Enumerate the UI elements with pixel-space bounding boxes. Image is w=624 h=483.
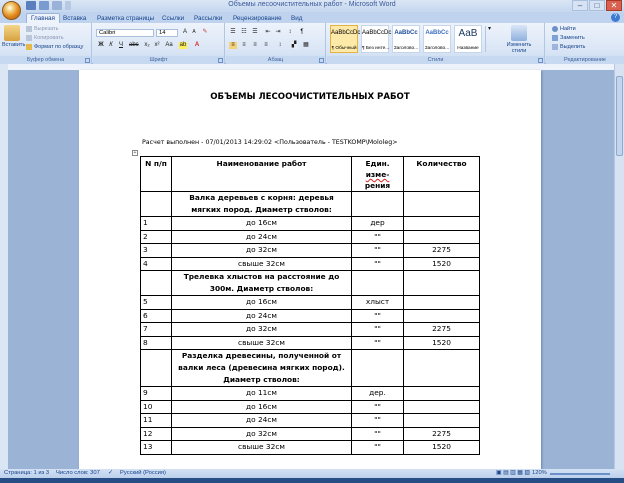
align-right-icon[interactable]: ≡ [253, 42, 257, 48]
editing-group [546, 23, 624, 64]
table-row: 4 свыше 32см "" 1520 [141, 257, 480, 271]
copy-button[interactable]: Копировать [26, 35, 64, 41]
page-counter[interactable]: Страница: 1 из 3 [4, 470, 50, 476]
show-marks-icon[interactable]: ¶ [300, 29, 304, 35]
tab-page-layout[interactable]: Разметка страницы [97, 15, 155, 22]
table-row: 6 до 24см "" [141, 309, 480, 323]
select-button[interactable]: Выделить [552, 44, 585, 50]
zoom-level[interactable]: 120% [532, 470, 547, 476]
copy-icon [26, 35, 32, 41]
proofing-icon[interactable]: ✓ [108, 470, 113, 476]
select-icon [552, 44, 558, 50]
section-title: Валка деревьев с корня: деревья мягких пород. Диаметр стволов: [172, 192, 352, 217]
paragraph-label: Абзац [226, 56, 325, 64]
table-row: 13 свыше 32см "" 1520 [141, 441, 480, 455]
scissors-icon [26, 26, 32, 32]
change-case-icon[interactable]: Aa [165, 42, 173, 48]
font-label: Шрифт [93, 56, 224, 64]
section-title: Трелевка хлыстов на расстояние до 300м. Диаметр стволов: [172, 271, 352, 296]
tab-view[interactable]: Вид [291, 15, 303, 22]
table-row: 9 до 11см дер. [141, 387, 480, 401]
window-controls [572, 0, 622, 11]
clipboard-group [0, 23, 92, 64]
highlight-icon[interactable]: ab [179, 42, 187, 48]
find-button[interactable]: Найти [552, 26, 576, 32]
word-count[interactable]: Число слов: 307 [56, 470, 100, 476]
bold-button[interactable]: Ж [98, 42, 104, 48]
superscript-icon[interactable]: x² [154, 42, 160, 48]
paste-button[interactable]: Вставить [2, 25, 22, 48]
style-title[interactable]: AaB Название [454, 25, 482, 53]
multilevel-list-icon[interactable]: ☰ [252, 29, 258, 35]
editing-label: Редактирование [546, 56, 624, 64]
styles-launcher-icon[interactable] [538, 58, 543, 63]
decrease-indent-icon[interactable]: ⇤ [265, 29, 271, 35]
document-area [0, 64, 624, 469]
line-spacing-icon[interactable]: ↕ [278, 42, 282, 48]
font-launcher-icon[interactable] [218, 58, 223, 63]
grow-font-icon[interactable]: A [182, 29, 187, 35]
cut-button[interactable]: Вырезать [26, 26, 58, 32]
styles-group [327, 23, 545, 64]
table-row: 12 до 32см "" 2275 [141, 427, 480, 441]
scrollbar-thumb[interactable] [616, 76, 623, 156]
paragraph-group [226, 23, 326, 64]
minimize-button[interactable]: – [572, 0, 588, 11]
font-color-icon[interactable]: A [194, 42, 200, 48]
align-center-icon[interactable]: ≡ [242, 42, 246, 48]
tab-mailings[interactable]: Рассылки [194, 15, 223, 22]
styles-scroll-icon[interactable]: ▾ [485, 26, 493, 52]
works-table [140, 156, 480, 455]
font-name-field[interactable]: Calibri [96, 29, 154, 37]
table-row: 8 свыше 32см "" 1520 [141, 336, 480, 350]
shrink-font-icon[interactable]: A [192, 29, 196, 35]
header-name: Наименование работ [172, 157, 352, 192]
align-left-icon[interactable]: ≡ [229, 42, 237, 49]
change-styles-icon [511, 25, 527, 41]
style-heading-1[interactable]: AaBbCc Заголово... [392, 25, 420, 53]
section-title: Разделка древесины, полученной от валки леса (древесина мягких пород). Диаметр стволов: [172, 350, 352, 387]
header-unit: Един. изме- рения [352, 157, 404, 192]
tab-references[interactable]: Ссылки [162, 15, 185, 22]
justify-icon[interactable]: ≡ [264, 42, 268, 48]
bullets-icon[interactable]: ☰ [230, 29, 236, 35]
font-group [93, 23, 225, 64]
replace-button[interactable]: Заменить [552, 35, 585, 41]
binoculars-icon [552, 26, 558, 32]
document-page[interactable] [79, 70, 541, 469]
vertical-scrollbar[interactable] [614, 64, 624, 469]
style-no-spacing[interactable]: AaBbCcDc ¶ Без инте... [361, 25, 389, 53]
increase-indent-icon[interactable]: ⇥ [275, 29, 281, 35]
ribbon-tabs [0, 12, 624, 23]
ribbon [0, 23, 624, 64]
header-qty: Количество [404, 157, 480, 192]
brush-icon [26, 44, 32, 50]
section-row [141, 192, 480, 217]
clipboard-launcher-icon[interactable] [85, 58, 90, 63]
strikethrough-icon[interactable]: abc [129, 42, 139, 48]
clipboard-icon [4, 25, 20, 41]
borders-icon[interactable]: ▦ [303, 42, 309, 48]
title-bar [0, 0, 624, 12]
status-bar [0, 469, 624, 478]
table-row: 7 до 32см "" 2275 [141, 323, 480, 337]
table-row: 2 до 24см "" [141, 230, 480, 244]
table-row: 5 до 16см хлыст [141, 296, 480, 310]
document-title: ОБЪЕМЫ ЛЕСООЧИСТИТЕЛЬНЫХ РАБОТ [210, 92, 410, 102]
style-normal[interactable]: AaBbCcDc ¶ Обычный [330, 25, 358, 53]
table-move-handle-icon[interactable]: + [133, 150, 137, 156]
close-button[interactable]: ✕ [606, 0, 622, 11]
section-row [141, 271, 480, 296]
subscript-icon[interactable]: x₂ [144, 42, 150, 48]
replace-icon [552, 35, 558, 41]
change-styles-button[interactable]: Изменить стили [499, 25, 539, 54]
taskbar [0, 478, 624, 483]
clipboard-label: Буфер обмена [0, 56, 91, 64]
window-title: Объемы лесоочистительных работ - Microsoft Word [228, 1, 396, 8]
tab-home[interactable]: Главная [26, 13, 60, 23]
clear-format-icon[interactable]: ✎ [202, 29, 208, 35]
maximize-button[interactable]: □ [589, 0, 605, 11]
sort-icon[interactable]: ↕ [288, 29, 292, 35]
shading-icon[interactable]: ▞ [291, 42, 297, 48]
calc-info-line: Расчет выполнен - 07/01/2013 14:29:02 <Пользователь - TESTKOMP\Mololeg> [142, 139, 398, 146]
table-row: 10 до 16см "" [141, 400, 480, 414]
font-size-field[interactable]: 14 [156, 29, 178, 37]
tab-review[interactable]: Рецензирование [233, 15, 282, 22]
office-button[interactable] [2, 1, 21, 20]
table-row: 3 до 32см "" 2275 [141, 244, 480, 258]
table-row: 1 до 16см дер [141, 217, 480, 231]
paragraph-launcher-icon[interactable] [319, 58, 324, 63]
italic-button[interactable]: К [109, 42, 113, 48]
underline-button[interactable]: Ч [119, 42, 123, 48]
help-icon[interactable]: ? [611, 13, 620, 22]
numbering-icon[interactable]: ☷ [241, 29, 247, 35]
style-heading-2[interactable]: AaBbCc Заголово... [423, 25, 451, 53]
format-painter-button[interactable]: Формат по образцу [26, 44, 83, 50]
header-num: N п/п [141, 157, 172, 192]
section-row [141, 350, 480, 387]
table-row: 11 до 24см "" [141, 414, 480, 428]
styles-label: Стили [327, 56, 544, 64]
table-header-row [141, 157, 480, 192]
vertical-ruler [0, 64, 8, 469]
tab-insert[interactable]: Вставка [63, 15, 87, 22]
zoom-slider[interactable] [550, 473, 610, 475]
language-indicator[interactable]: Русский (Россия) [120, 470, 166, 476]
view-buttons[interactable]: ▣ ▤ ▥ ▦ ▧ [496, 470, 530, 476]
